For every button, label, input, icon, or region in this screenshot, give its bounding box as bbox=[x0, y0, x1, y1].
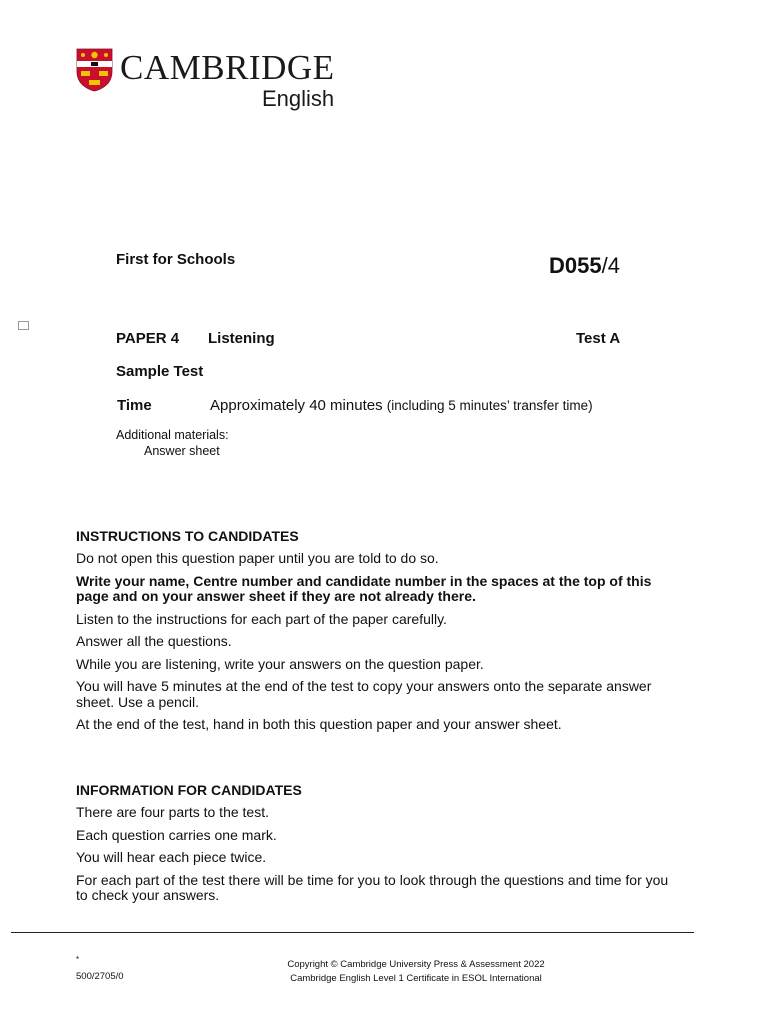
footer-mark: * bbox=[76, 955, 80, 964]
checkbox-marker bbox=[18, 321, 29, 330]
certificate-line: Cambridge English Level 1 Certificate in ESOL International bbox=[290, 973, 542, 984]
footer-divider bbox=[11, 932, 694, 933]
test-version: Test A bbox=[576, 330, 621, 347]
logo-wordmark: CAMBRIDGE bbox=[120, 48, 335, 87]
information-item: You will hear each piece twice. bbox=[76, 849, 267, 865]
subject-title: First for Schools bbox=[116, 251, 236, 268]
information-item: For each part of the test there will be time for you to look through the questions and time for you to check your answers. bbox=[76, 871, 669, 903]
paper-code-main: D055 bbox=[549, 253, 602, 278]
additional-materials-item: Answer sheet bbox=[144, 444, 220, 458]
footer-copyright-block bbox=[276, 958, 556, 986]
instruction-item: Write your name, Centre number and candidate number in the spaces at the top of this page and on your answer sheet if they are not already there. bbox=[76, 572, 652, 604]
cambridge-shield-icon bbox=[76, 48, 113, 92]
logo-sub: English bbox=[262, 86, 335, 111]
instruction-item: Listen to the instructions for each part of the paper carefully. bbox=[76, 610, 447, 627]
copyright-line: Copyright © Cambridge University Press & Assessment 2022 bbox=[287, 959, 545, 970]
instruction-item: Answer all the questions. bbox=[76, 633, 232, 649]
information-heading: INFORMATION FOR CANDIDATES bbox=[76, 782, 302, 798]
instruction-item: Do not open this question paper until you are told to do so. bbox=[76, 550, 439, 566]
instructions-heading: INSTRUCTIONS TO CANDIDATES bbox=[76, 528, 299, 544]
paper-code-suffix: /4 bbox=[601, 253, 620, 278]
paper-label: PAPER 4 bbox=[116, 330, 180, 347]
footer-code: 500/2705/0 bbox=[76, 971, 124, 982]
paper-name: Listening bbox=[208, 330, 275, 347]
additional-materials-label: Additional materials: bbox=[116, 428, 229, 442]
time-label: Time bbox=[117, 397, 152, 414]
information-item: There are four parts to the test. bbox=[76, 804, 269, 820]
instruction-item: At the end of the test, hand in both this question paper and your answer sheet. bbox=[76, 716, 562, 732]
instruction-item: While you are listening, write your answers on the question paper. bbox=[76, 655, 484, 672]
time-note: (including 5 minutes’ transfer time) bbox=[386, 398, 593, 413]
time-duration: Approximately 40 minutes bbox=[210, 397, 383, 414]
paper-code bbox=[549, 253, 620, 279]
instruction-item: You will have 5 minutes at the end of the test to copy your answers onto the separate answer sheet. Use a pencil. bbox=[76, 678, 652, 710]
time-value bbox=[210, 397, 593, 414]
sample-label: Sample Test bbox=[116, 363, 204, 380]
information-section bbox=[76, 782, 676, 911]
information-item: Each question carries one mark. bbox=[76, 826, 277, 843]
instructions-section bbox=[76, 528, 676, 740]
